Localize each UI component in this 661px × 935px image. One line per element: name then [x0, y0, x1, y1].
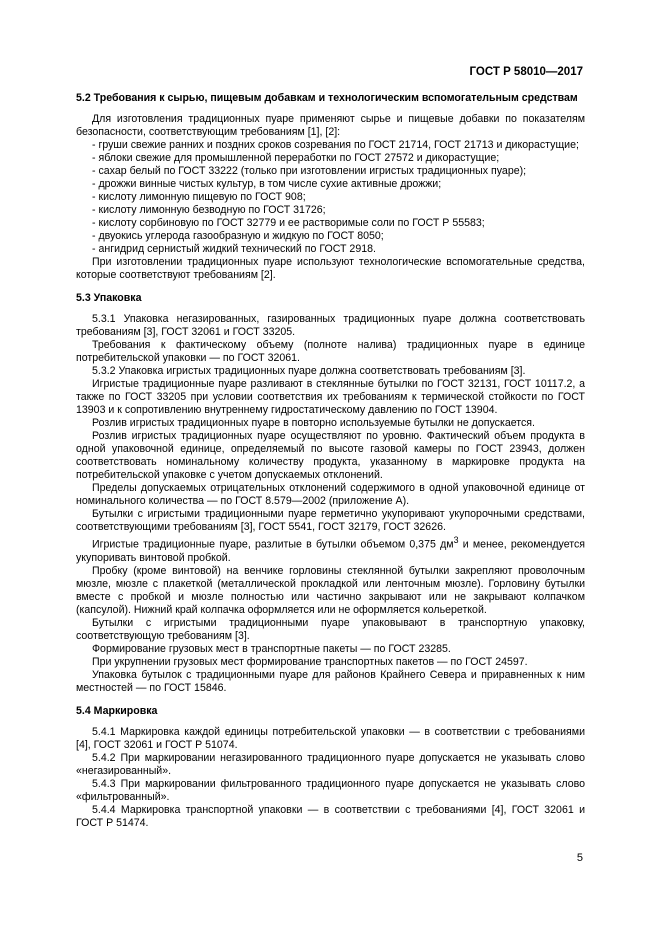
paragraph: Формирование грузовых мест в транспортные пакеты — по ГОСТ 23285.: [92, 642, 451, 655]
list-item: - ангидрид сернистый жидкий технический по ГОСТ 2918.: [92, 243, 376, 255]
paragraph: Требования к фактическому объему (полноте налива) традиционных пуаре в единице потребительской упаковки — по ГОСТ 32061.: [76, 339, 585, 364]
volume-superscript: 3: [453, 535, 459, 545]
paragraph: Упаковка бутылок с традиционными пуаре для районов Крайнего Севера и приравненных к ним местностей — по ГОСТ 15846.: [76, 668, 585, 694]
paragraph: 5.4.3 При маркировании фильтрованного традиционного пуаре допускается не указывать слово «фильтрованный».: [76, 777, 585, 803]
document-id: ГОСТ Р 58010—2017: [469, 66, 583, 78]
paragraph: 5.3.1 Упаковка негазированных, газированных традиционных пуаре должна соответствовать требованиям [3], ГОСТ 32061 и ГОСТ 33205.: [76, 313, 585, 338]
paragraph: Пределы допускаемых отрицательных отклонений содержимого в одной упаковочной единице от номинального количества — по ГОСТ 8.579—2002 (приложение А).: [76, 482, 585, 507]
volume-text-end: и менее, рекомендуется укупоривать винтовой пробкой.: [76, 538, 586, 564]
paragraph: Бутылки с игристыми традиционными пуаре герметично укупоривают укупорочными средствами, соответствующими требованиям [3], ГОСТ 5541, ГОСТ 32179, ГОСТ 32626.: [76, 508, 585, 533]
list-item: - яблоки свежие для промышленной переработки по ГОСТ 27572 и дикорастущие;: [92, 152, 500, 164]
paragraph: Для изготовления традиционных пуаре применяют сырье и пищевые добавки по показателям безопасности, соответствующим требованиям [1], [2]:: [76, 113, 585, 138]
section-heading-5-2: 5.2 Требования к сырью, пищевым добавкам и технологическим вспомогательным средствам: [76, 92, 578, 104]
section-heading-5-3: 5.3 Упаковка: [76, 292, 142, 304]
document-body: [76, 92, 585, 830]
list-item: - сахар белый по ГОСТ 33222 (только при изготовлении игристых традиционных пуаре);: [92, 165, 527, 177]
paragraph: 5.4.1 Маркировка каждой единицы потребительской упаковки — в соответствии с требованиями [4], ГОСТ 32061 и ГОСТ Р 51074.: [76, 725, 585, 751]
list-item: - двуокись углерода газообразную и жидкую по ГОСТ 8050;: [92, 230, 384, 242]
paragraph: 5.3.2 Упаковка игристых традиционных пуаре должна соответствовать требованиям [3].: [92, 365, 526, 377]
paragraph: Бутылки с игристыми традиционными пуаре упаковывают в транспортную упаковку, соответствующую требованиям [3].: [76, 616, 585, 642]
paragraph: Розлив игристых традиционных пуаре в повторно используемые бутылки не допускается.: [92, 417, 535, 429]
list-item: - кислоту лимонную пищевую по ГОСТ 908;: [92, 191, 306, 203]
paragraph: При изготовлении традиционных пуаре используют технологические вспомогательные средства, которые соответствуют требованиям [2].: [76, 256, 585, 281]
paragraph-volume: [76, 534, 585, 565]
list-item: - кислоту сорбиновую по ГОСТ 32779 и ее растворимые соли по ГОСТ Р 55583;: [92, 217, 485, 229]
paragraph: 5.4.4 Маркировка транспортной упаковки — в соответствии с требованиями [4], ГОСТ 32061 и ГОСТ Р 51474.: [76, 803, 585, 829]
list-item: - груши свежие ранних и поздних сроков созревания по ГОСТ 21714, ГОСТ 21713 и дикорастущие;: [92, 139, 579, 151]
page-number: 5: [576, 852, 583, 864]
section-heading-5-4: 5.4 Маркировка: [76, 704, 158, 717]
volume-text: Игристые традиционные пуаре, разлитые в бутылки объемом 0,375 дм: [92, 538, 454, 551]
paragraph: 5.4.2 При маркировании негазированного традиционного пуаре допускается не указывать слово «негазированный».: [76, 751, 585, 777]
list-item: - дрожжи винные чистых культур, в том числе сухие активные дрожжи;: [92, 178, 442, 190]
paragraph: Розлив игристых традиционных пуаре осуществляют по уровню. Фактический объем продукта в одной упаковочной единице, определяемый по высоте газовой камеры по ГОСТ 23943, должен соответствовать номинальному количеству продукта, указанному в маркировке продукта на потребительской упаковке с учетом допускаемых отклонений.: [76, 430, 585, 481]
paragraph: Пробку (кроме винтовой) на венчике горловины стеклянной бутылки закрепляют проволочным мюзле, мюзле с плакеткой (металлической прокладкой или ленточным мюзле). Горловину бутылки вместе с пробкой и мюзле полностью или частично закрывают или не закрывают колпачком (капсулой). Нижний край колпачка оформляется или не оформляется кольереткой.: [76, 564, 585, 616]
list-item: - кислоту лимонную безводную по ГОСТ 31726;: [92, 204, 326, 216]
paragraph: При укрупнении грузовых мест формирование транспортных пакетов — по ГОСТ 24597.: [92, 655, 528, 668]
paragraph: Игристые традиционные пуаре разливают в стеклянные бутылки по ГОСТ 32131, ГОСТ 10117.2, а также по ГОСТ 33205 при условии соответствия их требованиям к термической стойкости по ГОСТ 13903 и к сопротивлению внутреннему гидростатическому давлению по ГОСТ 13904.: [76, 378, 585, 416]
